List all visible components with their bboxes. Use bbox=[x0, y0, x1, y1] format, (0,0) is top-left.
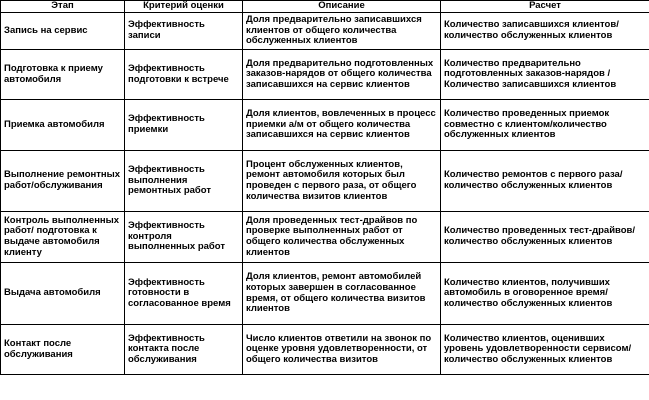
stage-cell: Запись на сервис bbox=[1, 13, 125, 50]
criterion-cell: Эффективность записи bbox=[125, 13, 243, 50]
calculation-cell: Количество проведенных тест-драйвов/ количество обслуженных клиентов bbox=[441, 212, 649, 263]
stage-cell: Подготовка к приему автомобиля bbox=[1, 50, 125, 100]
calculation-cell: Количество проведенных приемок совместно с клиентом/количество обслуженных клиентов bbox=[441, 100, 649, 151]
calculation-cell: Количество записавшихся клиентов/ количество обслуженных клиентов bbox=[441, 13, 649, 50]
table-row bbox=[1, 325, 649, 375]
description-cell: Доля проведенных тест-драйвов по проверке выполненных работ от общего количества обслуженных клиентов bbox=[243, 212, 441, 263]
description-cell: Доля клиентов, вовлеченных в процесс приемки а/м от общего количества записавшихся на сервис клиентов bbox=[243, 100, 441, 151]
header-description: Описание bbox=[243, 1, 441, 13]
header-stage: Этап bbox=[1, 1, 125, 13]
stage-cell: Выдача автомобиля bbox=[1, 263, 125, 325]
calculation-cell: Количество ремонтов с первого раза/ количество обслуженных клиентов bbox=[441, 151, 649, 212]
stage-cell: Приемка автомобиля bbox=[1, 100, 125, 151]
description-cell: Процент обслуженных клиентов, ремонт автомобиля которых был проведен с первого раза, от общего количества визитов клиентов bbox=[243, 151, 441, 212]
criterion-cell: Эффективность контроля выполненных работ bbox=[125, 212, 243, 263]
calculation-cell: Количество клиентов, получивших автомобиль в оговоренное время/ количество обслуженных клиентов bbox=[441, 263, 649, 325]
header-row bbox=[1, 1, 649, 13]
criterion-cell: Эффективность контакта после обслуживания bbox=[125, 325, 243, 375]
header-criterion: Критерий оценки bbox=[125, 1, 243, 13]
table-row bbox=[1, 13, 649, 50]
criterion-cell: Эффективность подготовки к встрече bbox=[125, 50, 243, 100]
table-row bbox=[1, 151, 649, 212]
table-row bbox=[1, 263, 649, 325]
criterion-cell: Эффективность выполнения ремонтных работ bbox=[125, 151, 243, 212]
description-cell: Доля предварительно записавшихся клиентов от общего количества обслуженных клиентов bbox=[243, 13, 441, 50]
criterion-cell: Эффективность приемки bbox=[125, 100, 243, 151]
header-calculation: Расчет bbox=[441, 1, 649, 13]
table-row bbox=[1, 212, 649, 263]
table-row bbox=[1, 100, 649, 151]
stage-cell: Контроль выполненных работ/ подготовка к выдаче автомобиля клиенту bbox=[1, 212, 125, 263]
description-cell: Доля клиентов, ремонт автомобилей которых завершен в согласованное время, от общего количества визитов клиентов bbox=[243, 263, 441, 325]
description-cell: Число клиентов ответили на звонок по оценке уровня удовлетворенности, от общего количества визитов bbox=[243, 325, 441, 375]
table-row bbox=[1, 50, 649, 100]
calculation-cell: Количество клиентов, оценивших уровень удовлетворенности сервисом/ количество обслуженных клиентов bbox=[441, 325, 649, 375]
criterion-cell: Эффективность готовности в согласованное время bbox=[125, 263, 243, 325]
calculation-cell: Количество предварительно подготовленных заказов-нарядов / Количество записавшихся клиентов bbox=[441, 50, 649, 100]
stage-cell: Контакт после обслуживания bbox=[1, 325, 125, 375]
stage-cell: Выполнение ремонтных работ/обслуживания bbox=[1, 151, 125, 212]
description-cell: Доля предварительно подготовленных заказов-нарядов от общего количества записавшихся на сервис клиентов bbox=[243, 50, 441, 100]
